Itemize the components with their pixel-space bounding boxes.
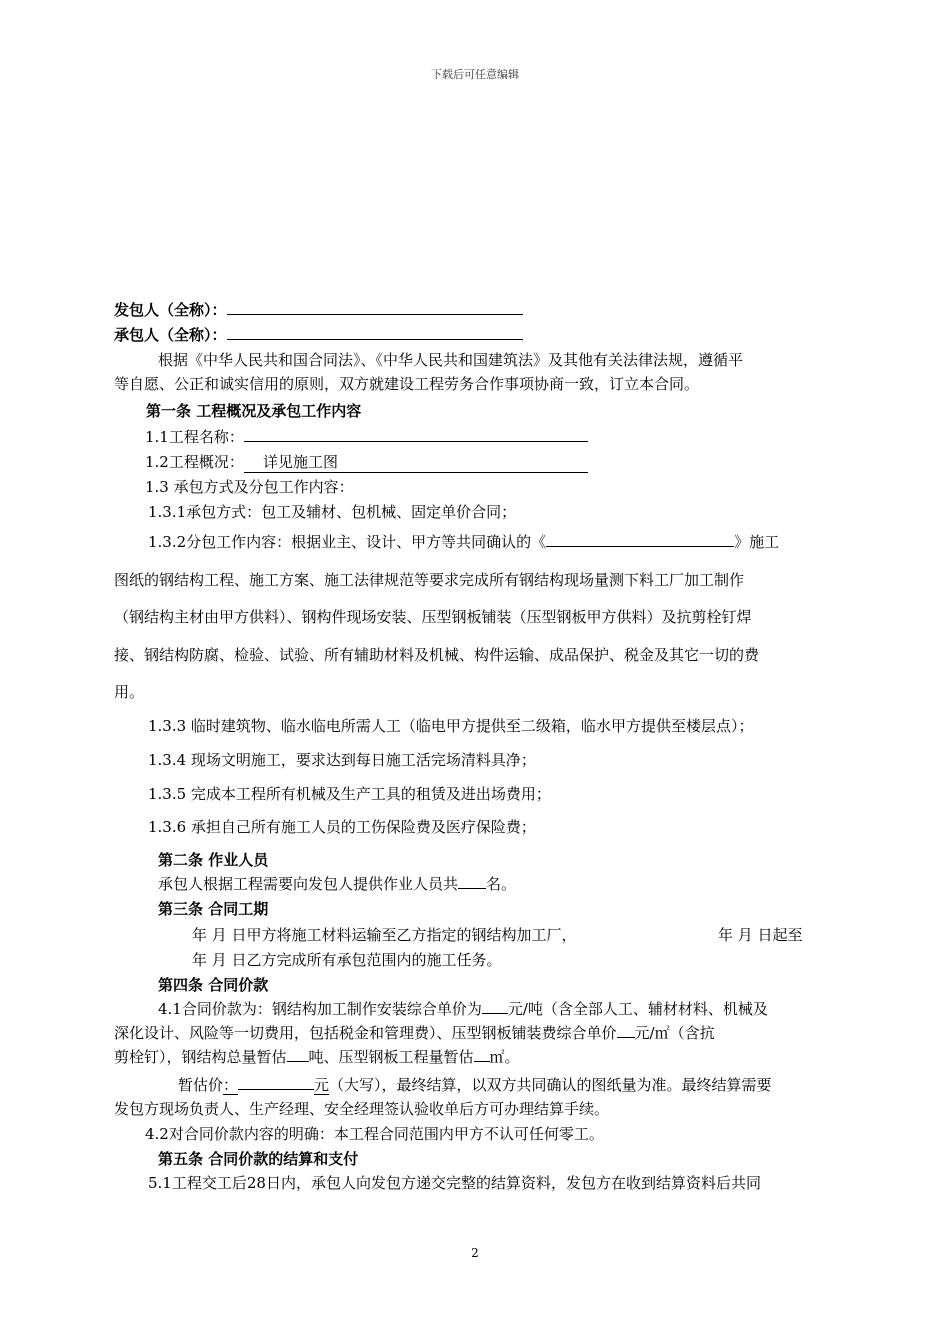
- article-5-title: 第五条 合同价款的结算和支付: [158, 1150, 359, 1168]
- item-1-3-2-text-b: 》施工: [734, 533, 780, 551]
- deck-area-blank[interactable]: [474, 1047, 490, 1062]
- estimate-amount-blank[interactable]: [238, 1075, 314, 1090]
- item-1-2-label: 1.2工程概况：: [145, 453, 244, 471]
- item-1-3-1: 1.3.1承包方式：包工及辅材、包机械、固定单价合同；: [148, 503, 517, 521]
- article-4-1-text-c: 深化设计、风险等一切费用，包括税金和管理费）、压型钢板铺装费综合单价: [114, 1024, 617, 1042]
- article-4-1-line-1: [158, 999, 768, 1019]
- item-1-3-5: 1.3.5 完成本工程所有机械及生产工具的租赁及进出场费用；: [148, 785, 551, 803]
- article-4-1-line-2: [114, 1023, 715, 1043]
- estimate-line-2: 发包方现场负责人、生产经理、安全经理签认验收单后方可办理结算手续。: [114, 1100, 610, 1118]
- item-1-3-2-line-1: [148, 532, 779, 552]
- party-b-label: 承包人（全称）：: [114, 326, 227, 344]
- article-4-1-text-a: 4.1合同价款为：钢结构加工制作安装综合单价为: [158, 1000, 482, 1018]
- party-a-blank[interactable]: [227, 300, 523, 315]
- estimate-colon: ：: [223, 1076, 239, 1094]
- item-1-3-3: 1.3.3 临时建筑物、临水临电所需人工（临电甲方提供至二级箱，临水甲方提供至楼层点）；: [148, 717, 754, 735]
- item-1-3-2-text-a: 1.3.2分包工作内容：根据业主、设计、甲方等共同确认的《: [148, 533, 547, 551]
- page-number: 2: [471, 1246, 479, 1260]
- intro-line-2: 等自愿、公正和诚实信用的原则，双方就建设工程劳务合作事项协商一致，订立本合同。: [114, 375, 700, 393]
- article-4-1-text-d: 元/㎡（含抗: [634, 1024, 715, 1042]
- article-2-text-b: 名。: [486, 875, 517, 893]
- article-4-1-text-g: ㎡。: [489, 1048, 520, 1066]
- article-1-title: 第一条 工程概况及承包工作内容: [146, 402, 362, 420]
- item-1-3-2-line-2: 图纸的钢结构工程、施工方案、施工法律规范等要求完成所有钢结构现场量测下料工厂加工制作: [114, 571, 745, 589]
- party-a-line: [114, 300, 523, 320]
- article-3-line-1b: 年 月 日起至: [718, 926, 803, 944]
- unit-price-deck-blank[interactable]: [617, 1023, 635, 1038]
- article-4-1-text-f: 吨、压型钢板工程量暂估: [308, 1048, 474, 1066]
- article-2-text: [158, 874, 516, 894]
- article-4-title: 第四条 合同价款: [158, 976, 269, 994]
- project-overview-field[interactable]: [244, 452, 588, 473]
- article-4-2: 4.2对合同价款内容的明确：本工程合同范围内甲方不认可任何零工。: [145, 1125, 604, 1143]
- article-2-title: 第二条 作业人员: [158, 851, 269, 869]
- unit-price-steel-blank[interactable]: [482, 999, 508, 1014]
- estimate-yuan: 元: [314, 1076, 330, 1094]
- article-4-1-line-3: [114, 1047, 520, 1067]
- item-1-3-2-line-5: 用。: [114, 683, 145, 701]
- party-b-blank[interactable]: [227, 325, 523, 340]
- party-a-label: 发包人（全称）：: [114, 301, 227, 319]
- item-1-1-label: 1.1工程名称：: [145, 428, 244, 446]
- worker-count-blank[interactable]: [458, 874, 486, 889]
- item-1-3-2-line-3: （钢结构主材由甲方供料）、钢构件现场安装、压型钢板铺装（压型钢板甲方供料）及抗剪栓钉焊: [114, 608, 752, 626]
- drawing-name-blank[interactable]: [546, 532, 734, 547]
- article-3-line-1a: 年 月 日甲方将施工材料运输至乙方指定的钢结构加工厂，: [192, 926, 577, 944]
- estimate-line-1: [178, 1075, 772, 1095]
- item-1-2: [145, 452, 588, 473]
- estimate-text: （大写），最终结算，以双方共同确认的图纸量为准。最终结算需要: [329, 1076, 772, 1094]
- article-3-line-2: 年 月 日乙方完成所有承包范围内的施工任务。: [192, 951, 502, 969]
- item-1-3-4: 1.3.4 现场文明施工，要求达到每日施工活完场清料具净；: [148, 751, 536, 769]
- article-4-1-text-e: 剪栓钉），钢结构总量暂估: [114, 1048, 287, 1066]
- intro-line-1: 根据《中华人民共和国合同法》、《中华人民共和国建筑法》及其他有关法律法规，遵循平: [158, 351, 744, 369]
- article-4-1-text-b: 元/吨（含全部人工、辅材材料、机械及: [507, 1000, 768, 1018]
- header-note: 下载后可任意编辑: [431, 68, 519, 81]
- article-3-title: 第三条 合同工期: [158, 900, 269, 918]
- item-1-3-6: 1.3.6 承担自己所有施工人员的工伤保险费及医疗保险费；: [148, 818, 536, 836]
- party-b-line: [114, 325, 523, 345]
- project-name-blank[interactable]: [244, 427, 588, 442]
- steel-tonnage-blank[interactable]: [287, 1047, 309, 1062]
- article-5-1: 5.1工程交工后28日内，承包人向发包方递交完整的结算资料，发包方在收到结算资料后共同: [148, 1174, 761, 1192]
- item-1-3-2-line-4: 接、钢结构防腐、检验、试验、所有辅助材料及机械、构件运输、成品保护、税金及其它一切的费: [114, 646, 760, 664]
- item-1-1: [145, 427, 588, 447]
- estimate-label: 暂估价: [178, 1076, 224, 1094]
- item-1-3: 1.3 承包方式及分包工作内容：: [145, 478, 354, 496]
- article-2-text-a: 承包人根据工程需要向发包人提供作业人员共: [158, 875, 459, 893]
- project-overview-value: 详见施工图: [262, 453, 338, 471]
